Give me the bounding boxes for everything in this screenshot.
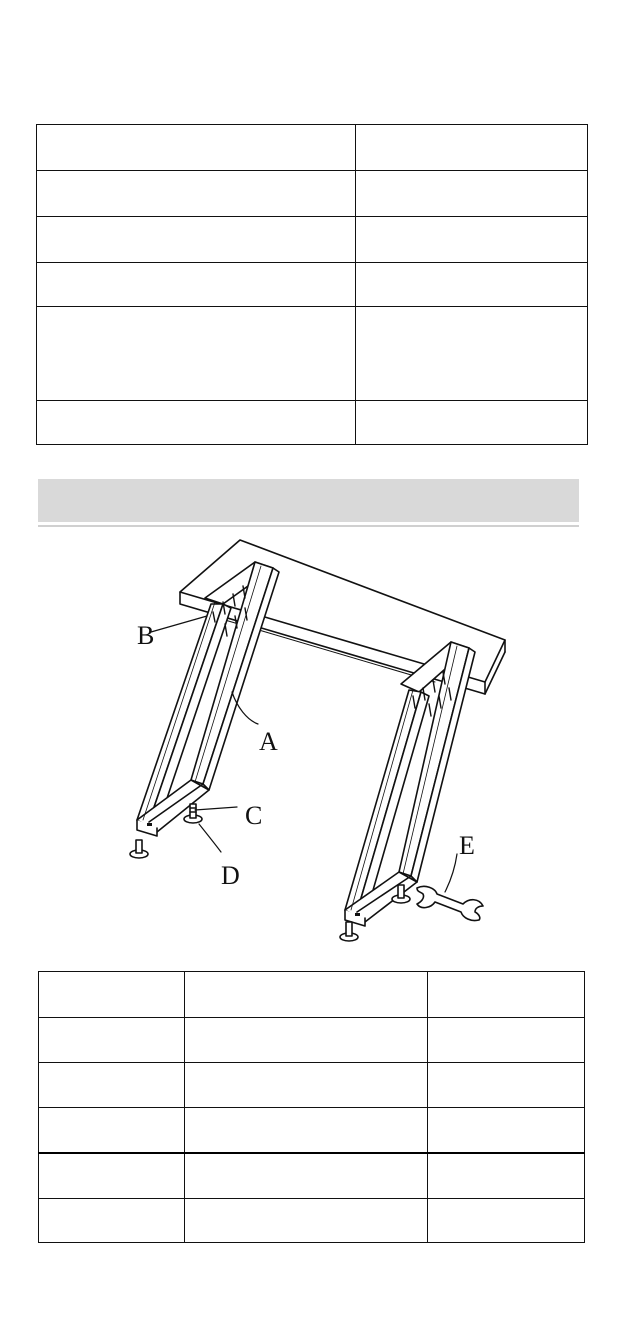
table-cell xyxy=(356,217,588,263)
table-cell xyxy=(37,217,356,263)
table-row xyxy=(39,1153,585,1199)
table-cell xyxy=(185,972,428,1018)
table-cell xyxy=(428,1199,585,1243)
table-row xyxy=(39,1018,585,1063)
table-row xyxy=(37,125,588,171)
table-cell xyxy=(37,125,356,171)
table-cell xyxy=(428,1153,585,1199)
table-cell xyxy=(356,263,588,307)
table-row xyxy=(37,217,588,263)
table-cell xyxy=(428,1018,585,1063)
table-cell xyxy=(185,1018,428,1063)
table-cell xyxy=(37,307,356,401)
section-divider xyxy=(38,525,579,527)
table-cell xyxy=(185,1153,428,1199)
table-row xyxy=(39,1108,585,1153)
section-header-band xyxy=(38,479,579,522)
label-c: C xyxy=(245,801,263,830)
assembly-drawing xyxy=(95,532,540,962)
label-b: B xyxy=(137,621,155,650)
label-a: A xyxy=(259,727,278,756)
table-row xyxy=(37,171,588,217)
label-d: D xyxy=(221,861,240,890)
table-cell xyxy=(185,1063,428,1108)
specification-table xyxy=(36,124,588,445)
left-leg-frame xyxy=(137,562,279,836)
table-cell xyxy=(37,263,356,307)
table-cell xyxy=(37,171,356,217)
table-cell xyxy=(39,1018,185,1063)
table-cell xyxy=(39,1108,185,1153)
table-cell xyxy=(185,1199,428,1243)
table-row xyxy=(37,263,588,307)
label-e: E xyxy=(459,831,475,860)
table-row xyxy=(37,307,588,401)
table-cell xyxy=(356,401,588,445)
table-cell xyxy=(39,1199,185,1243)
table-cell xyxy=(39,1063,185,1108)
wrench-icon xyxy=(417,886,483,920)
table-row xyxy=(39,1199,585,1243)
table-row xyxy=(39,972,585,1018)
table-cell xyxy=(37,401,356,445)
table-cell xyxy=(39,972,185,1018)
table-cell xyxy=(428,1063,585,1108)
table-cell xyxy=(428,1108,585,1153)
right-leg-frame xyxy=(345,642,475,926)
table-cell xyxy=(39,1153,185,1199)
table-cell xyxy=(428,972,585,1018)
table-cell xyxy=(356,171,588,217)
table-cell xyxy=(356,125,588,171)
table-cell xyxy=(185,1108,428,1153)
table-cell xyxy=(356,307,588,401)
table-row xyxy=(37,401,588,445)
parts-table xyxy=(38,971,585,1243)
assembly-illustration xyxy=(95,532,540,962)
table-row xyxy=(39,1063,585,1108)
